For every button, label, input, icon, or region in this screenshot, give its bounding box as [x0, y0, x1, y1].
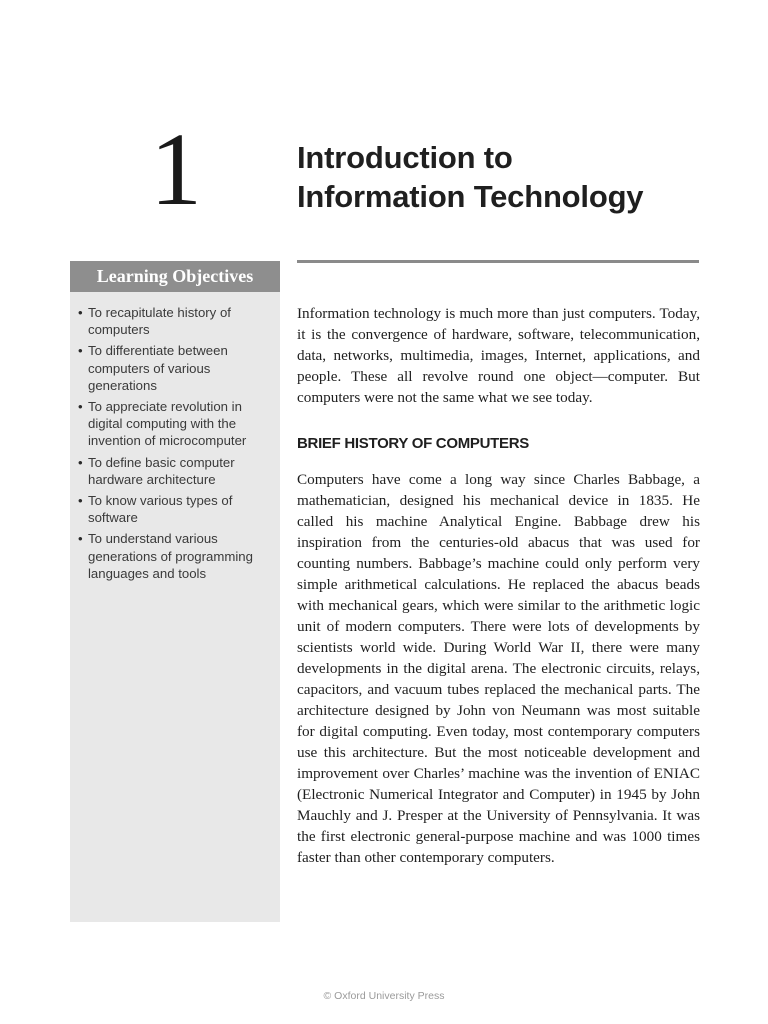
chapter-title-line-1: Introduction to [297, 140, 513, 175]
history-paragraph: Computers have come a long way since Charles Babbage, a mathematician, designed his mechanical device in 1835. He called his machine Analytical Engine. Babbage drew his inspiration from the centuries-old abacus that was used for counting numbers. Babbage’s machine could only perform very simple arithmetical calculations. He replaced the abacus beads with mechanical gears, which were similar to the arithmetic logic unit of modern computers. There were lots of developments by scientists world wide. During World War II, there were many developments in the digital arena. The electronic circuits, relays, capacitors, and vacuum tubes replaced the mechanical parts. The architecture designed by John von Neumann was most suitable for digital computing. Even today, most contemporary computers use this architecture. But the most noticeable development and improvement over Charles’ machine was the invention of ENIAC (Electronic Numerical Integrator and Computer) in 1945 by John Mauchly and J. Presper at the University of Pennsylvania. It was the first electronic general-purpose machine and was 1000 times faster than other contemporary computers. [297, 471, 700, 866]
objective-item: • To recapitulate history of computers [78, 304, 270, 338]
learning-objectives-list [70, 292, 280, 582]
copyright-footer: © Oxford University Press [323, 990, 445, 1002]
section-heading: BRIEF HISTORY OF COMPUTERS [297, 435, 529, 452]
objective-item: • To appreciate revolution in digital computing with the invention of microcomputer [78, 398, 270, 450]
objective-item: • To understand various generations of programming languages and tools [78, 530, 270, 582]
chapter-title [297, 138, 707, 216]
intro-paragraph: Information technology is much more than just computers. Today, it is the convergence of hardware, software, telecommunication, data, networks, multimedia, images, Internet, applications, and people. These all revolve round one object—computer. But computers were not the same what we see today. [297, 305, 700, 406]
title-divider [297, 260, 699, 263]
chapter-number: 1 [150, 112, 202, 227]
objective-item: • To know various types of software [78, 492, 270, 526]
learning-objectives-box [70, 261, 280, 922]
objective-item: • To define basic computer hardware architecture [78, 454, 270, 488]
objective-item: • To differentiate between computers of various generations [78, 342, 270, 394]
chapter-title-line-2: Information Technology [297, 179, 644, 214]
main-text-column [297, 303, 700, 868]
learning-objectives-heading: Learning Objectives [70, 261, 280, 292]
